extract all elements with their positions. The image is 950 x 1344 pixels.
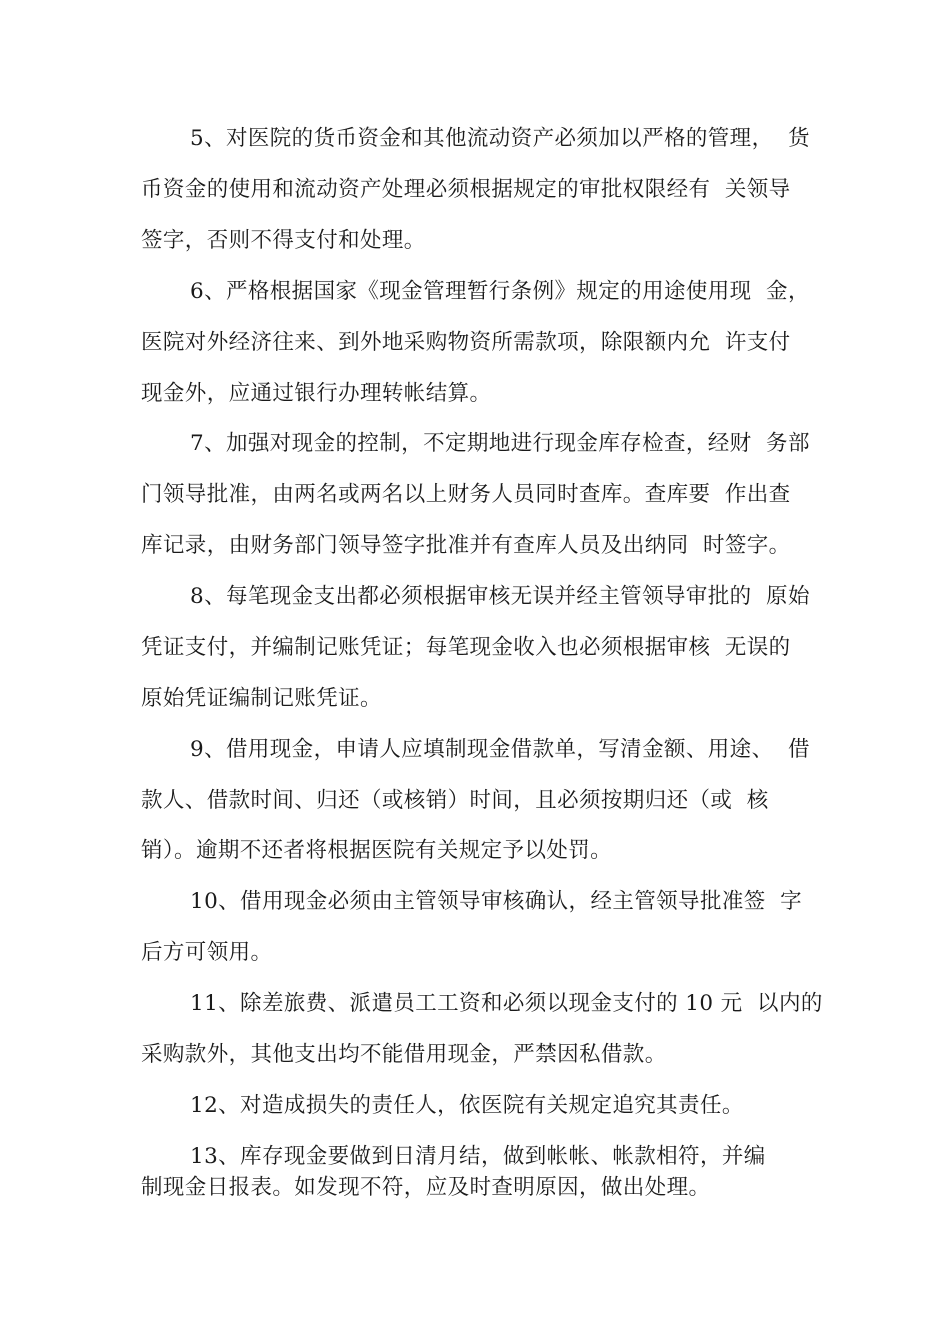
- paragraph-line: 13、库存现金要做到日清月结，做到帐帐、帐款相符，并编: [190, 1144, 766, 1169]
- paragraph-line: 库记录，由财务部门领导签字批准并有查库人员及出纳同 时签字。: [141, 533, 791, 558]
- paragraph-line: 9、借用现金，申请人应填制现金借款单，写清金额、用途、 借: [190, 737, 810, 762]
- paragraph-line: 采购款外，其他支出均不能借用现金，严禁因私借款。: [141, 1042, 667, 1067]
- paragraph-line: 12、对造成损失的责任人，依医院有关规定追究其责任。: [190, 1093, 744, 1118]
- paragraph-line: 后方可领用。: [141, 940, 273, 965]
- paragraph-line: 币资金的使用和流动资产处理必须根据规定的审批权限经有 关领导: [141, 177, 791, 202]
- paragraph-line: 现金外，应通过银行办理转帐结算。: [141, 381, 492, 406]
- paragraph-line: 10、借用现金必须由主管领导审核确认，经主管领导批准签 字: [190, 889, 803, 914]
- paragraph-line: 5、对医院的货币资金和其他流动资产必须加以严格的管理， 货: [190, 126, 810, 151]
- paragraph-line: 医院对外经济往来、到外地采购物资所需款项，除限额内允 许支付: [141, 330, 791, 355]
- paragraph-line: 制现金日报表。如发现不符，应及时查明原因，做出处理。: [141, 1175, 711, 1200]
- paragraph-line: 7、加强对现金的控制，不定期地进行现金库存检查，经财 务部: [190, 431, 810, 456]
- paragraph-line: 11、除差旅费、派遣员工工资和必须以现金支付的 10 元 以内的: [190, 991, 823, 1016]
- paragraph-line: 销）。逾期不还者将根据医院有关规定予以处罚。: [141, 838, 613, 863]
- paragraph-line: 8、每笔现金支出都必须根据审核无误并经主管领导审批的 原始: [190, 584, 810, 609]
- paragraph-line: 款人、借款时间、归还（或核销）时间，且必须按期归还（或 核: [141, 788, 769, 813]
- paragraph-line: 签字，否则不得支付和处理。: [141, 228, 426, 253]
- paragraph-line: 原始凭证编制记账凭证。: [141, 686, 382, 711]
- paragraph-line: 门领导批准，由两名或两名以上财务人员同时查库。查库要 作出查: [141, 482, 791, 507]
- paragraph-line: 凭证支付，并编制记账凭证；每笔现金收入也必须根据审核 无误的: [141, 635, 791, 660]
- paragraph-line: 6、严格根据国家《现金管理暂行条例》规定的用途使用现 金，: [190, 279, 810, 304]
